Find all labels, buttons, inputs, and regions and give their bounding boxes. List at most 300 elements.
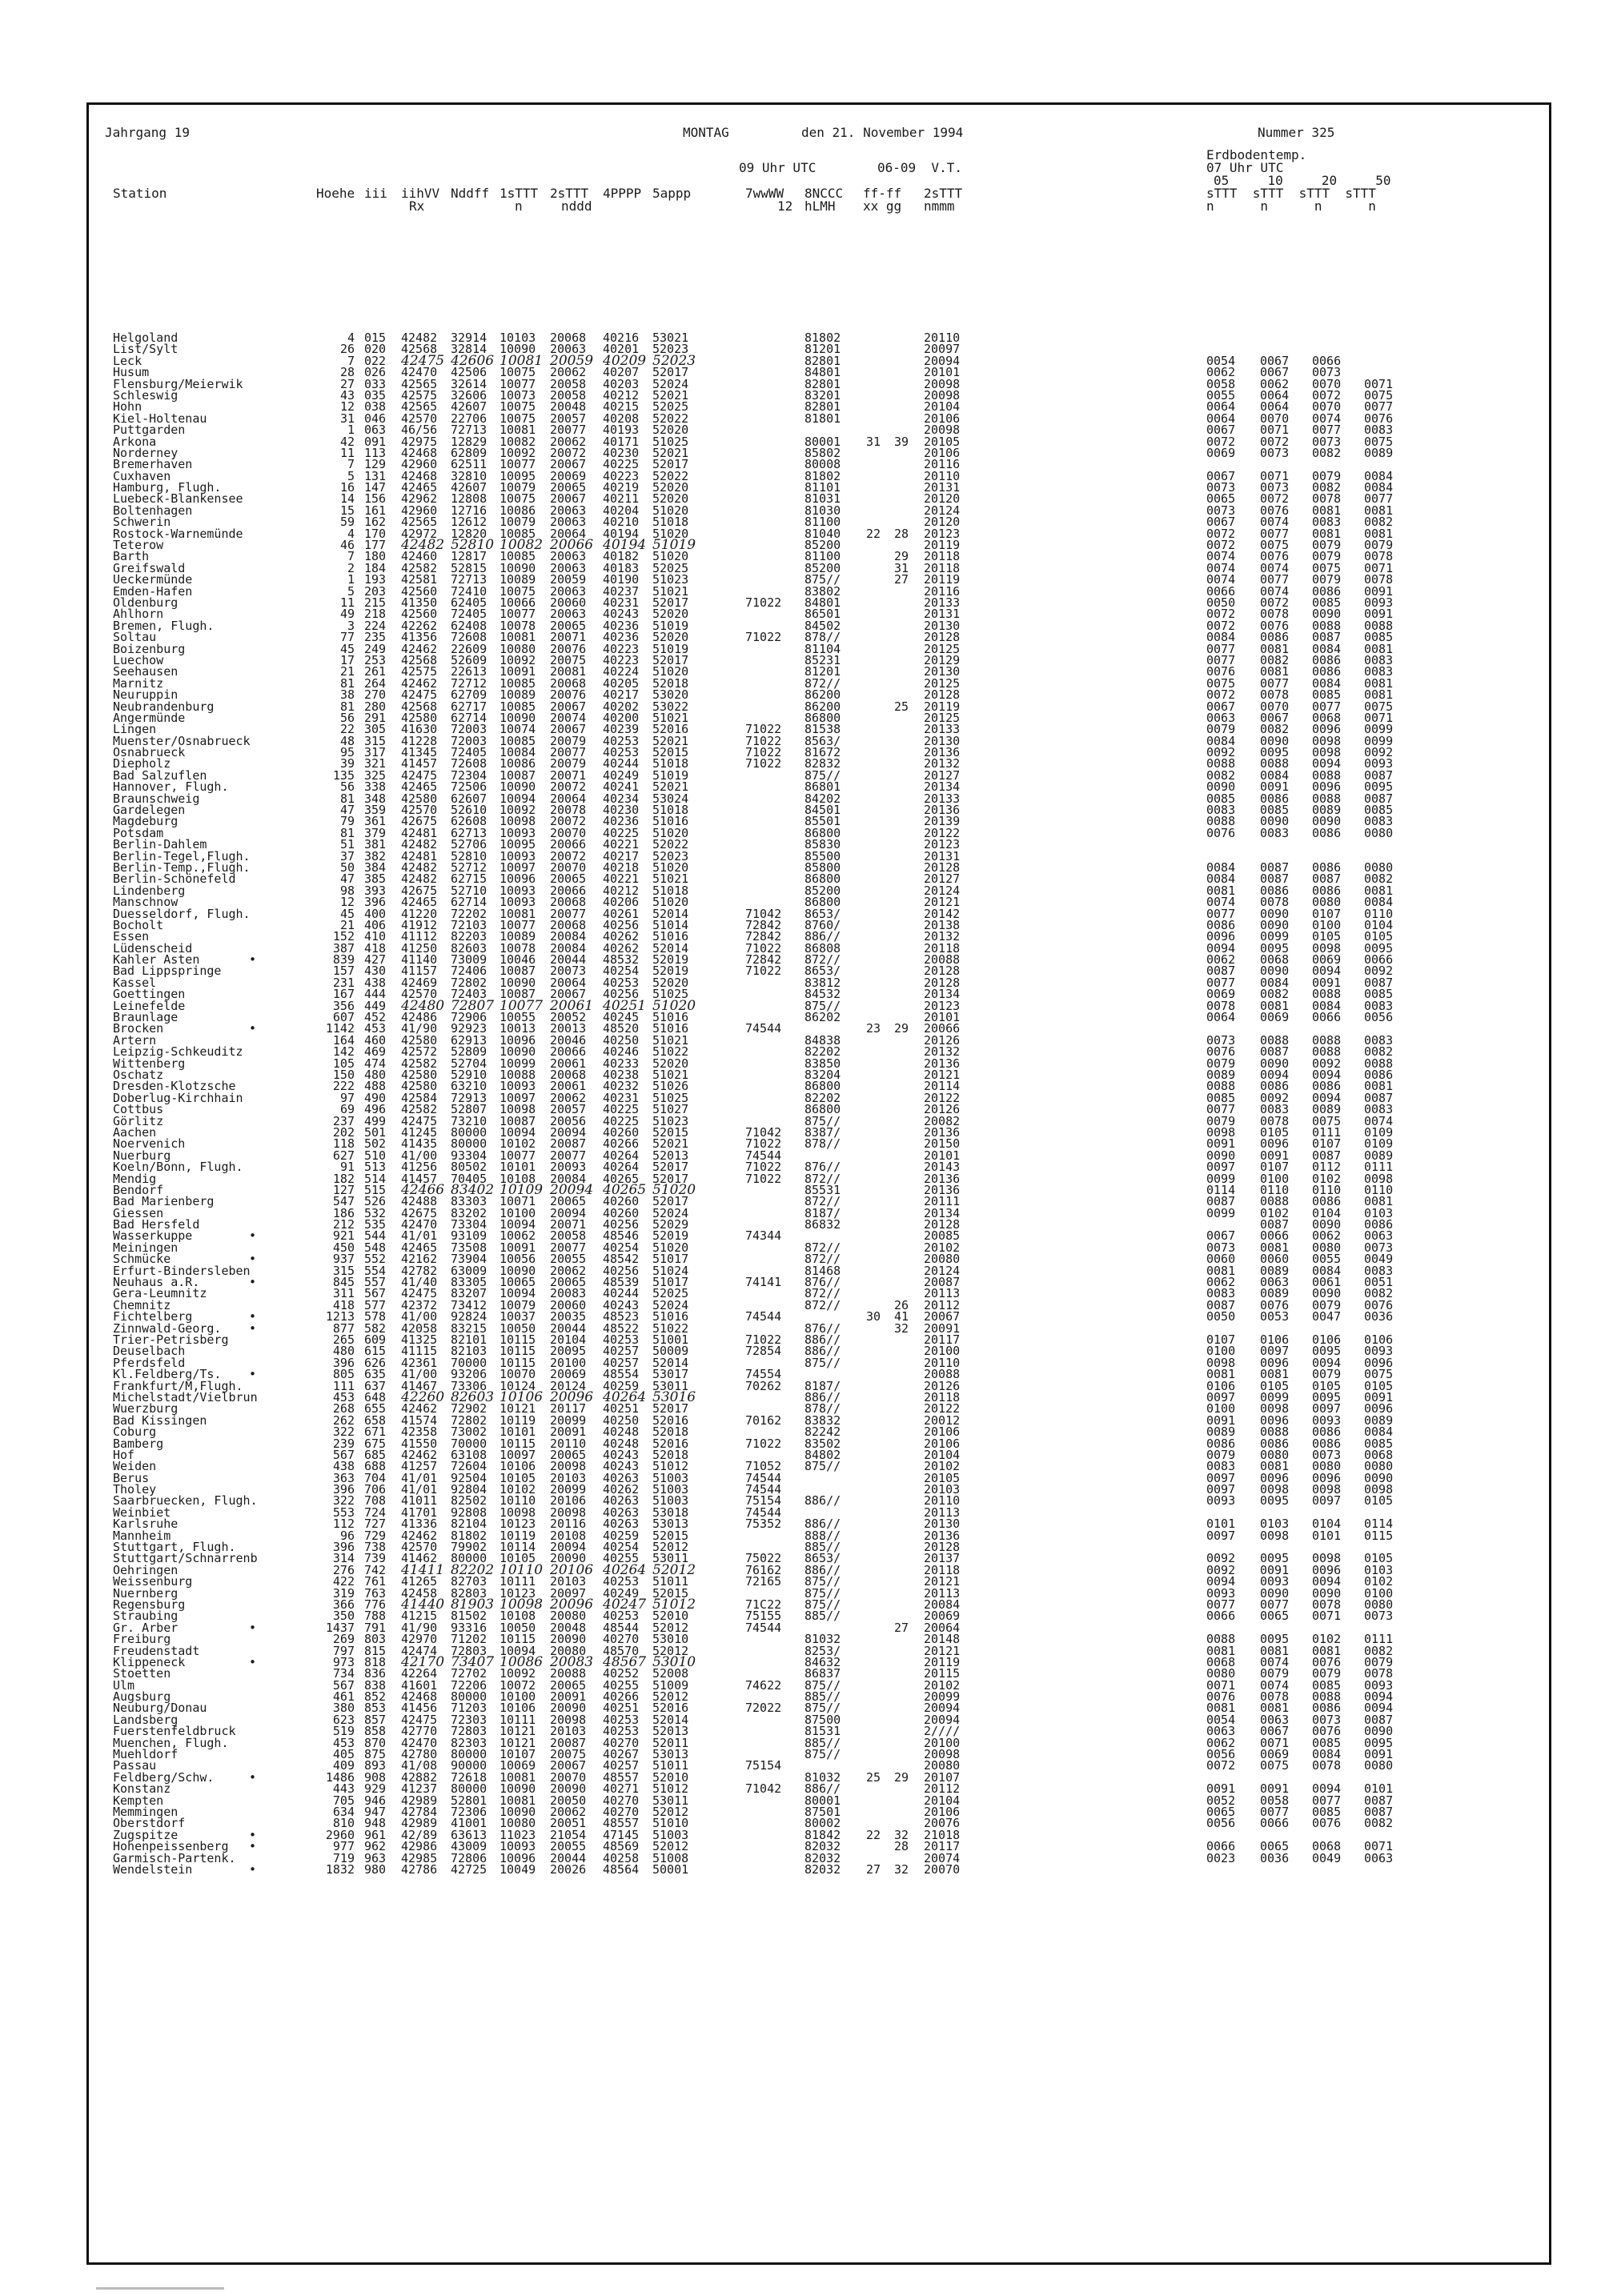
station-height: 7 [347, 457, 355, 472]
tendency-value: 51018 [652, 803, 689, 818]
cloud-code: 84501 [805, 803, 841, 818]
nddff-value: 71202 [451, 1632, 488, 1647]
station-id: 929 [364, 1781, 387, 1797]
gust2-value: 31 [893, 560, 909, 575]
station-id: 261 [364, 664, 387, 679]
temp1-value: 10111 [500, 1574, 536, 1589]
pressure-value: 40270 [603, 1793, 640, 1808]
iihvv-value: 42580 [401, 1032, 438, 1048]
temp1-value: 10050 [500, 1620, 536, 1635]
cloud-code: 86501 [805, 607, 841, 622]
soil-temp-4: 0090 [1364, 1470, 1394, 1485]
temp1-value: 10094 [500, 1217, 536, 1232]
tendency-value: 52021 [652, 1136, 689, 1152]
cloud-code: 83204 [805, 1068, 841, 1082]
cloud-code: 872// [805, 1194, 841, 1209]
soil-temp-2: 0095 [1260, 940, 1290, 956]
pressure-value: 40215 [603, 399, 640, 415]
station-name: Erfurt-Bindersleben [113, 1263, 251, 1278]
station-name: Neuhaus a.R. [113, 1275, 200, 1290]
temp1-value: 10085 [500, 549, 536, 564]
pressure-value: 40231 [603, 595, 640, 610]
nddff-value: 83305 [451, 1275, 488, 1290]
pressure-value: 40263 [603, 1517, 640, 1532]
soil-temp-1: 0081 [1206, 1643, 1236, 1658]
cloud-code: 81031 [805, 491, 841, 507]
cloud-code: 875// [805, 1113, 841, 1128]
station-id: 253 [364, 652, 387, 667]
soil-temp-1: 0055 [1206, 387, 1236, 403]
temp1-value: 10093 [500, 883, 536, 898]
temp-vt-value: 20132 [924, 1044, 961, 1060]
pressure-value: 40225 [603, 825, 640, 840]
iihvv-value: 42361 [401, 1355, 438, 1370]
cloud-code: 886// [805, 1332, 841, 1347]
station-name: Schwerin [113, 515, 171, 530]
soil-temp-4: 0111 [1364, 1632, 1394, 1647]
temp2-value: 20069 [550, 1367, 587, 1382]
temp1-value: 10049 [500, 1861, 536, 1877]
soil-temp-4: 0109 [1364, 1124, 1394, 1140]
iihvv-value: 41/01 [401, 1228, 438, 1244]
station-name: Ueckermünde [113, 572, 193, 587]
temp1-value: 10093 [500, 1079, 536, 1094]
iihvv-value: 42475 [401, 1113, 438, 1128]
station-name: Emden-Hafen [113, 583, 193, 599]
soil-temp-1: 0084 [1206, 733, 1236, 748]
soil-temp-1: 0097 [1206, 1389, 1236, 1404]
soil-temp-4: 0074 [1364, 1113, 1394, 1128]
station-height: 239 [332, 1436, 355, 1451]
soil-temp-3: 0080 [1312, 1240, 1342, 1255]
tendency-value: 51020 [652, 503, 689, 518]
soil-temp-4: 0095 [1364, 779, 1394, 795]
soil-temp-2: 0074 [1260, 1677, 1290, 1693]
soil-temp-4: 0087 [1364, 1805, 1394, 1819]
tendency-value: 51020 [652, 895, 689, 910]
station-id: 496 [364, 1102, 387, 1117]
station-name: Bremerhaven [113, 457, 193, 472]
nddff-value: 52704 [451, 1056, 488, 1071]
tendency-value: 51027 [652, 1102, 689, 1117]
temp-vt-value: 20107 [924, 1769, 961, 1785]
soil-temp-3: 0079 [1312, 572, 1342, 587]
cloud-code: 886// [805, 1781, 841, 1797]
nddff-value: 43009 [451, 1839, 488, 1854]
station-id: 980 [364, 1861, 387, 1877]
nddff-value: 52810 [451, 848, 488, 864]
temp1-value: 10110 [500, 1493, 536, 1509]
soil-temp-1: 0083 [1206, 1459, 1236, 1474]
temp-vt-value: 20085 [924, 1228, 961, 1244]
soil-temp-1: 0072 [1206, 526, 1236, 541]
station-height: 453 [332, 1389, 355, 1404]
iihvv-value: 42475 [401, 767, 438, 783]
soil-temp-3: 0090 [1312, 607, 1342, 622]
soil-temp-3: 0084 [1312, 1263, 1342, 1278]
temp-vt-value: 20148 [924, 1632, 961, 1647]
col-hoehe: Hoehe [316, 186, 355, 201]
station-height: 450 [332, 1240, 355, 1255]
nddff-value: 92824 [451, 1309, 488, 1324]
tendency-value: 51020 [652, 1240, 689, 1255]
cloud-code: 84802 [805, 1447, 841, 1462]
station-height: 1213 [325, 1309, 355, 1324]
cloud-code: 81030 [805, 503, 841, 518]
temp2-value: 20067 [550, 722, 587, 737]
pressure-value: 40205 [603, 675, 640, 691]
tendency-value: 52015 [652, 745, 689, 760]
temp2-value: 20051 [550, 1816, 587, 1831]
cloud-code: 82801 [805, 353, 841, 368]
temp2-value: 20071 [550, 1217, 587, 1232]
tendency-value: 52020 [652, 480, 689, 495]
soil-temp-4: 0085 [1364, 803, 1394, 818]
temp1-value: 10123 [500, 1517, 536, 1532]
station-name: Soltau [113, 630, 157, 645]
weather-code: 70162 [745, 1412, 782, 1428]
weather-code: 72165 [745, 1574, 782, 1589]
pressure-value: 40271 [603, 1781, 640, 1797]
temp1-value: 10089 [500, 929, 536, 944]
station-id: 270 [364, 687, 387, 703]
mountain-station-marker: • [249, 1769, 257, 1785]
cloud-code: 81802 [805, 331, 841, 345]
temp-vt-value: 20128 [924, 687, 961, 703]
temp1-value: 10119 [500, 1412, 536, 1428]
iihvv-value: 42675 [401, 1205, 438, 1220]
temp2-value: 20057 [550, 1102, 587, 1117]
station-name: Lüdenscheid [113, 940, 193, 956]
tendency-value: 51021 [652, 872, 689, 887]
temp-vt-value: 20087 [924, 1275, 961, 1290]
pressure-value: 40206 [603, 895, 640, 910]
temp-vt-value: 20121 [924, 1068, 961, 1082]
station-id: 015 [364, 331, 387, 345]
temp-vt-value: 20012 [924, 1412, 961, 1428]
station-height: 396 [332, 1540, 355, 1555]
station-name: Essen [113, 929, 150, 944]
tendency-value: 52020 [652, 491, 689, 507]
iihvv-value: 41601 [401, 1677, 438, 1693]
station-height: 45 [339, 641, 355, 656]
nddff-value: 52801 [451, 1793, 488, 1808]
soil-temp-3: 0086 [1312, 1079, 1342, 1094]
soil-temp-2: 0077 [1260, 675, 1290, 691]
iihvv-value: 41912 [401, 917, 438, 932]
pressure-value: 40251 [603, 1701, 640, 1716]
iihvv-value: 42960 [401, 503, 438, 518]
station-id: 438 [364, 975, 387, 990]
temp-vt-value: 20129 [924, 652, 961, 667]
gust2-value: 27 [893, 1620, 909, 1635]
obs-time-label: 09 Uhr UTC [739, 160, 817, 175]
station-height: 921 [332, 1228, 355, 1244]
gust2-value: 29 [893, 549, 909, 564]
station-name: Luebeck-Blankensee [113, 491, 243, 507]
pressure-value: 40212 [603, 387, 640, 403]
iihvv-value: 41574 [401, 1412, 438, 1428]
nddff-value: 62713 [451, 825, 488, 840]
pressure-value: 40261 [603, 906, 640, 921]
station-name: Mannheim [113, 1528, 171, 1543]
temp-vt-value: 20150 [924, 1136, 961, 1152]
temp2-value: 20098 [550, 1459, 587, 1474]
weather-code: 72842 [745, 929, 782, 944]
station-id: 156 [364, 491, 387, 507]
iihvv-value: 42568 [401, 699, 438, 714]
temp1-value: 10098 [500, 1505, 536, 1520]
station-id: 582 [364, 1320, 387, 1336]
nddff-value: 72506 [451, 779, 488, 795]
station-name: Lindenberg [113, 883, 186, 898]
station-name: Flensburg/Meierwik [113, 376, 243, 391]
temp-vt-value: 20110 [924, 331, 961, 345]
station-height: 350 [332, 1609, 355, 1624]
iihvv-value: 42262 [401, 618, 438, 633]
station-table [89, 332, 1549, 1875]
temp1-value: 10095 [500, 468, 536, 483]
soil-temp-2: 0078 [1260, 895, 1290, 910]
soil-temp-2: 0060 [1260, 1252, 1290, 1267]
soil-temp-2: 0078 [1260, 607, 1290, 622]
iihvv-value: 41/00 [401, 1367, 438, 1382]
nddff-value: 72103 [451, 917, 488, 932]
tendency-value: 51021 [652, 1068, 689, 1082]
soil-temp-1: 0066 [1206, 1839, 1236, 1854]
temp2-value: 20055 [550, 1252, 587, 1267]
cloud-code: 8253/ [805, 1643, 841, 1658]
cloud-code: 875// [805, 1747, 841, 1762]
temp1-value: 10056 [500, 1252, 536, 1267]
cloud-code: 80008 [805, 457, 841, 472]
soil-temp-2: 0095 [1260, 1551, 1290, 1566]
soil-temp-1: 0081 [1206, 1701, 1236, 1716]
nddff-value: 73304 [451, 1217, 488, 1232]
temp-vt-value: 20136 [924, 745, 961, 760]
temp1-value: 10106 [500, 1459, 536, 1474]
station-height: 79 [339, 814, 355, 829]
nddff-value: 52710 [451, 883, 488, 898]
soil-temp-1: 0054 [1206, 353, 1236, 368]
tendency-value: 52021 [652, 445, 689, 460]
soil-temp-4: 0084 [1364, 1424, 1394, 1440]
soil-temp-2: 0069 [1260, 1010, 1290, 1025]
soil-temp-1: 0083 [1206, 803, 1236, 818]
temp-vt-value: 20098 [924, 423, 961, 438]
station-id: 359 [364, 803, 387, 818]
weather-code: 71022 [745, 1160, 782, 1175]
soil-temp-3: 0081 [1312, 1643, 1342, 1658]
soil-temp-3: 0097 [1312, 1401, 1342, 1416]
temp-vt-value: 20133 [924, 722, 961, 737]
soil-temp-4: 0088 [1364, 618, 1394, 633]
soil-temp-4: 0110 [1364, 1182, 1394, 1197]
station-height: 311 [332, 1286, 355, 1301]
temp1-value: 10109 [500, 1181, 544, 1198]
station-height: 31 [339, 411, 355, 426]
mountain-station-marker: • [249, 1228, 257, 1244]
temp1-value: 10079 [500, 515, 536, 530]
temp2-value: 20070 [550, 859, 587, 875]
soil-temp-1: 0081 [1206, 1263, 1236, 1278]
cloud-code: 80001 [805, 434, 841, 449]
station-name: Regensburg [113, 1597, 186, 1612]
station-id: 803 [364, 1632, 387, 1647]
soil-temp-2: 0098 [1260, 1482, 1290, 1497]
soil-temp-1: 0072 [1206, 1758, 1236, 1773]
temp2-value: 20066 [550, 837, 587, 852]
soil-temp-3: 0087 [1312, 630, 1342, 645]
tendency-value: 51012 [652, 1596, 696, 1613]
soil-temp-3: 0049 [1312, 1850, 1342, 1865]
temp2-value: 20066 [550, 883, 587, 898]
pressure-value: 40190 [603, 572, 640, 587]
station-height: 96 [339, 1528, 355, 1543]
nddff-value: 80000 [451, 1136, 488, 1152]
cloud-code: 8563/ [805, 733, 841, 748]
station-name: Osnabrueck [113, 745, 186, 760]
tendency-value: 52020 [652, 630, 689, 645]
pressure-value: 40253 [603, 1609, 640, 1624]
station-id: 469 [364, 1044, 387, 1060]
soil-temp-3: 0088 [1312, 1032, 1342, 1048]
station-name: Nuerburg [113, 1148, 171, 1163]
cloud-code: 81801 [805, 411, 841, 426]
temp2-value: 20062 [550, 1090, 587, 1105]
soil-temp-1: 0075 [1206, 675, 1236, 691]
temp1-value: 10111 [500, 1712, 536, 1727]
cloud-code: 82801 [805, 376, 841, 391]
station-name: Ulm [113, 1677, 135, 1693]
pressure-value: 40253 [603, 1724, 640, 1739]
station-id: 184 [364, 560, 387, 575]
station-name: Goettingen [113, 987, 186, 1002]
iihvv-value: 42582 [401, 560, 438, 575]
station-height: 2960 [325, 1827, 355, 1842]
col-2sttt: 2sTTT [550, 186, 589, 201]
nddff-value: 72713 [451, 572, 488, 587]
station-id: 836 [364, 1666, 387, 1681]
temp1-value: 10102 [500, 1482, 536, 1497]
temp-vt-value: 20064 [924, 1620, 961, 1635]
station-name: Frankfurt/M,Flugh. [113, 1378, 243, 1393]
station-height: 319 [332, 1585, 355, 1601]
nddff-value: 12820 [451, 526, 488, 541]
temp2-value: 20058 [550, 1228, 587, 1244]
cloud-code: 86800 [805, 825, 841, 840]
soil-temp-1: 0077 [1206, 641, 1236, 656]
tendency-value: 51020 [652, 1181, 696, 1198]
tendency-value: 52019 [652, 964, 689, 979]
station-id: 609 [364, 1332, 387, 1347]
soil-temp-4: 0056 [1364, 1010, 1394, 1025]
soil-temp-4: 0103 [1364, 1205, 1394, 1220]
soil-temp-1: 0081 [1206, 1367, 1236, 1382]
station-height: 43 [339, 387, 355, 403]
nddff-value: 79902 [451, 1540, 488, 1555]
temp1-value: 10102 [500, 1136, 536, 1152]
col-iii: iii [364, 186, 387, 201]
temp2-value: 20059 [550, 352, 594, 369]
cloud-code: 8653/ [805, 906, 841, 921]
soil-temp-1: 0074 [1206, 895, 1236, 910]
cloud-code: 886// [805, 1344, 841, 1359]
soil-temp-4: 0078 [1364, 549, 1394, 564]
iihvv-value: 42488 [401, 1194, 438, 1209]
station-height: 91 [339, 1160, 355, 1175]
soil-temp-4: 0089 [1364, 445, 1394, 460]
nddff-value: 72406 [451, 964, 488, 979]
soil-depths: 05 10 20 50 [1214, 173, 1391, 188]
pressure-value: 40243 [603, 607, 640, 622]
tendency-value: 52014 [652, 940, 689, 956]
soil-temp-3: 0079 [1312, 1666, 1342, 1681]
station-id: 147 [364, 480, 387, 495]
iihvv-value: 41457 [401, 756, 438, 771]
station-id: 675 [364, 1436, 387, 1451]
station-height: 127 [332, 1182, 355, 1197]
temp2-value: 20035 [550, 1309, 587, 1324]
cloud-code: 85200 [805, 560, 841, 575]
station-name: Trier-Petrisberg [113, 1332, 229, 1347]
station-height: 1486 [325, 1769, 355, 1785]
station-name: Gr. Arber [113, 1620, 179, 1635]
station-height: 937 [332, 1252, 355, 1267]
mountain-station-marker: • [249, 1021, 257, 1036]
iihvv-value: 41140 [401, 952, 438, 968]
station-name: Oehringen [113, 1562, 179, 1577]
nddff-value: 52910 [451, 1068, 488, 1082]
station-id: 193 [364, 572, 387, 587]
nddff-value: 32606 [451, 387, 488, 403]
weather-code: 74544 [745, 1309, 782, 1324]
pressure-value: 48569 [603, 1839, 640, 1854]
gust1-value: 22 [865, 1827, 881, 1842]
station-name: Leinefelde [113, 998, 186, 1013]
soil-temp-4: 0036 [1364, 1309, 1394, 1324]
temp1-value: 10077 [500, 997, 544, 1014]
temp1-value: 10095 [500, 837, 536, 852]
soil-temp-1: 0096 [1206, 929, 1236, 944]
soil-temp-3: 0098 [1312, 940, 1342, 956]
station-name: Kahler Asten [113, 952, 200, 968]
soil-temp-4: 0080 [1364, 1597, 1394, 1612]
station-name: Berlin-Temp.,Flugh. [113, 859, 251, 875]
soil-temp-1: 0089 [1206, 1068, 1236, 1082]
station-height: 519 [332, 1724, 355, 1739]
soil-temp-4: 0093 [1364, 1677, 1394, 1693]
temp2-value: 20068 [550, 331, 587, 345]
soil-temp-2: 0066 [1260, 1816, 1290, 1831]
station-id: 384 [364, 859, 387, 875]
soil-temp-1: 0056 [1206, 1816, 1236, 1831]
nddff-value: 81502 [451, 1609, 488, 1624]
soil-temp-4: 0099 [1364, 733, 1394, 748]
station-height: 111 [332, 1378, 355, 1393]
soil-temp-1: 0054 [1206, 1712, 1236, 1727]
soil-temp-4: 0093 [1364, 595, 1394, 610]
tendency-value: 52018 [652, 1447, 689, 1462]
station-height: 461 [332, 1689, 355, 1705]
tendency-value: 52020 [652, 975, 689, 990]
temp2-value: 20071 [550, 630, 587, 645]
nddff-value: 72702 [451, 1666, 488, 1681]
temp-vt-value: 20136 [924, 1528, 961, 1543]
soil-temp-4: 0076 [1364, 1297, 1394, 1312]
tendency-value: 51020 [652, 526, 689, 541]
temp-vt-value: 20118 [924, 1562, 961, 1577]
